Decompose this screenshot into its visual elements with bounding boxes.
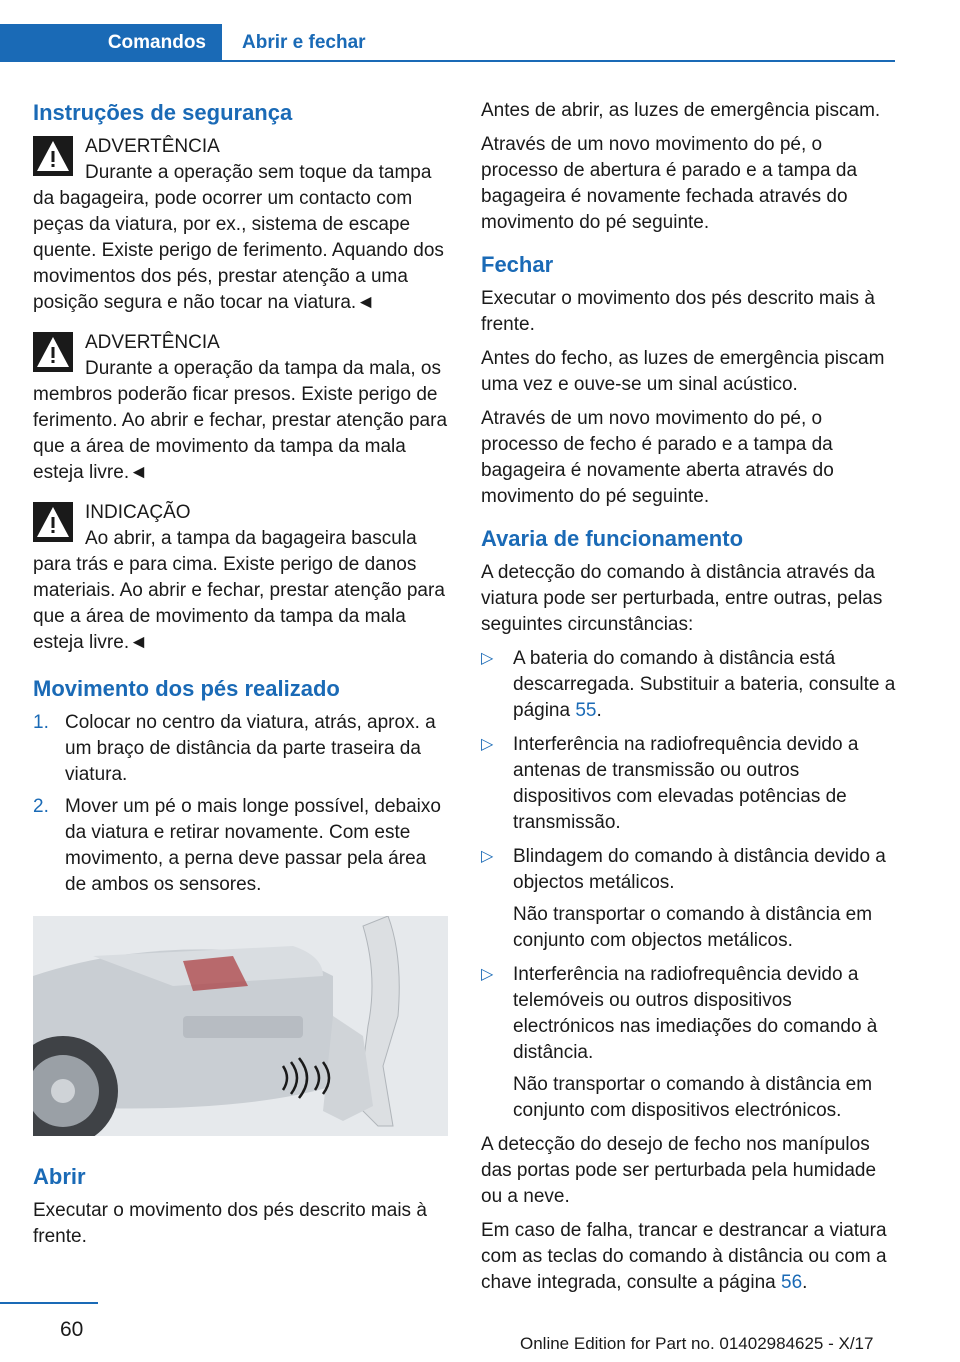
triangle-bullet-icon: ▷ (481, 736, 494, 753)
warning-title: ADVERTÊNCIA (85, 136, 220, 157)
warning-title: ADVERTÊNCIA (85, 332, 220, 353)
paragraph: Antes de abrir, as luzes de emergência piscam. (481, 100, 881, 121)
warning-text: Durante a operação da tampa da mala, os membros poderão ficar presos. Existe perigo de ferimento. Ao abrir e fechar, prestar atenção para que a área de movimento da tampa da mala esteja livre.◄ (33, 358, 448, 483)
steps-list (33, 710, 448, 898)
tab-abrir-e-fechar[interactable]: Abrir e fechar (242, 32, 366, 53)
step-text: Mover um pé o mais longe possível, debaixo da viatura e retirar novamente. Com este movimento, a perna deve passar pela área de ambos os sensores. (65, 796, 441, 895)
triangle-bullet-icon: ▷ (481, 650, 494, 667)
paragraph: A detecção do comando à distância através da viatura pode ser perturbada, entre outras, pelas seguintes circunstâncias: (481, 562, 883, 635)
list-item (481, 962, 896, 1124)
list-item (481, 844, 896, 954)
bullet-subtext: Não transportar o comando à distância em conjunto com objectos metálicos. (513, 904, 873, 951)
warning-triangle-icon (33, 136, 73, 176)
list-item (33, 794, 448, 898)
paragraph: A detecção do desejo de fecho nos manípulos das portas pode ser perturbada pela humidade ou a neve. (481, 1134, 877, 1207)
page-link[interactable]: 55 (575, 700, 597, 721)
abrir-text: Executar o movimento dos pés descrito mais à frente. (33, 1200, 427, 1247)
illustration-foot-sensor (33, 916, 448, 1136)
list-item (481, 732, 896, 836)
left-column (33, 98, 448, 1258)
notice-block (33, 500, 448, 656)
step-text: Colocar no centro da viatura, atrás, aprox. a um braço de distância da parte traseira da viatura. (65, 712, 436, 785)
step-number: 1. (33, 712, 49, 733)
bullet-subtext: Não transportar o comando à distância em conjunto com dispositivos electrónicos. (513, 1074, 873, 1121)
circumstances-list (481, 646, 896, 1124)
triangle-bullet-icon: ▷ (481, 848, 494, 865)
tab-comandos[interactable]: Comandos (0, 24, 222, 62)
section-title-abrir: Abrir (33, 1164, 86, 1189)
list-item (481, 646, 896, 724)
bullet-text-end: . (596, 700, 602, 721)
page-header (0, 0, 960, 62)
paragraph: Executar o movimento dos pés descrito mais à frente. (481, 288, 875, 335)
notice-text: Ao abrir, a tampa da bagageira bascula para trás e para cima. Existe perigo de danos materiais. Ao abrir e fechar, prestar atenção para que a área de movimento da tampa da mala esteja livre.◄ (33, 528, 445, 653)
list-item (33, 710, 448, 788)
footer-divider (0, 1302, 98, 1304)
page-number: 60 (60, 1318, 84, 1341)
right-column (481, 98, 896, 1304)
section-title-safety: Instruções de segurança (33, 100, 293, 125)
warning-block-1 (33, 134, 448, 316)
bullet-text: Interferência na radiofrequência devido a telemóveis ou outros dispositivos electrónicos nas imediações do comando à distância. (513, 964, 878, 1063)
warning-block-2 (33, 330, 448, 486)
paragraph: Através de um novo movimento do pé, o processo de fecho é parado e a tampa da bagageira é novamente aberta através do movimento do pé seguinte. (481, 408, 834, 507)
bullet-text: Interferência na radiofrequência devido a antenas de transmissão ou outros dispositivos com elevadas potências de transmissão. (513, 734, 859, 833)
section-title-avaria: Avaria de funcionamento (481, 526, 744, 551)
header-divider (222, 60, 895, 62)
step-number: 2. (33, 796, 49, 817)
warning-triangle-icon (33, 502, 73, 542)
edition-note: Online Edition for Part no. 01402984625 - X/17 (520, 1334, 874, 1353)
bullet-text: Blindagem do comando à distância devido a objectos metálicos. (513, 846, 886, 893)
triangle-bullet-icon: ▷ (481, 966, 494, 983)
falha-text: Em caso de falha, trancar e destrancar a viatura com as teclas do comando à distância ou com a chave integrada, consulte a página (481, 1220, 887, 1293)
paragraph: Antes do fecho, as luzes de emergência piscam uma vez e ouve-se um sinal acústico. (481, 348, 885, 395)
section-title-foot-movement: Movimento dos pés realizado (33, 676, 340, 701)
page-link[interactable]: 56 (781, 1272, 803, 1293)
bullet-text: A bateria do comando à distância está descarregada. Substituir a bateria, consulte a página (513, 648, 896, 721)
section-title-fechar: Fechar (481, 252, 554, 277)
falha-text-end: . (802, 1272, 808, 1293)
notice-title: INDICAÇÃO (85, 502, 191, 523)
paragraph: Através de um novo movimento do pé, o processo de abertura é parado e a tampa da bagageira é novamente fechada através do movimento do pé seguinte. (481, 134, 858, 233)
warning-text: Durante a operação sem toque da tampa da bagageira, pode ocorrer um contacto com peças da viatura, por ex., sistema de escape quente. Existe perigo de ferimento. Aquando dos movimentos dos pés, prestar atenção a uma posição segura e não tocar na viatura.◄ (33, 162, 444, 313)
paragraph-falha (481, 1218, 896, 1296)
warning-triangle-icon (33, 332, 73, 372)
